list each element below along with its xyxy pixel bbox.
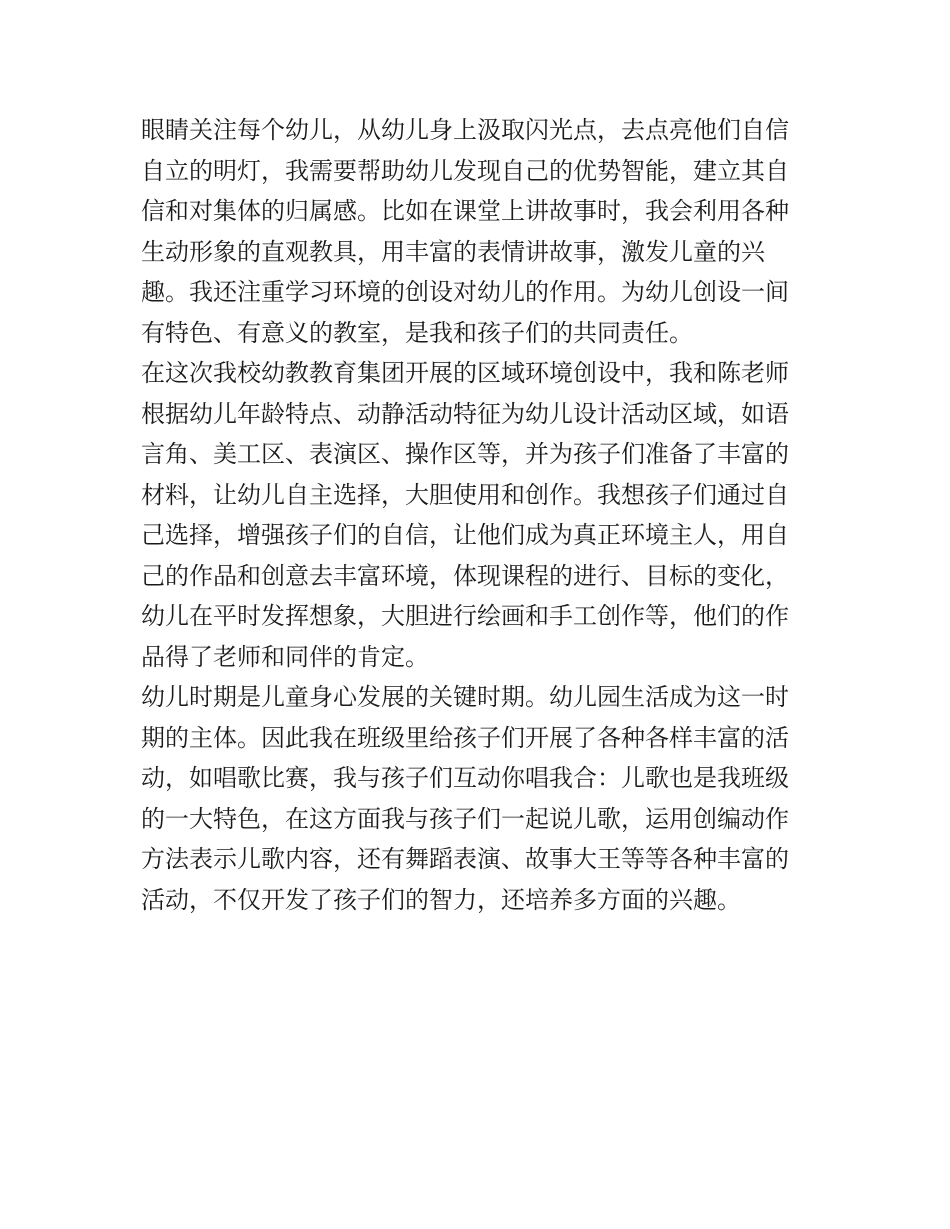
text-line: 生动形象的直观教具，用丰富的表情讲故事，激发儿童的兴 xyxy=(141,237,765,266)
text-line: 期的主体。因此我在班级里给孩子们开展了各种各样丰富的活 xyxy=(141,723,789,752)
text-line: 己的作品和创意去丰富环境，体现课程的进行、目标的变化， xyxy=(141,561,789,590)
text-line: 己选择，增强孩子们的自信，让他们成为真正环境主人，用自 xyxy=(141,521,789,549)
text-line: 的一大特色，在这方面我与孩子们一起说儿歌，运用创编动作 xyxy=(141,804,789,833)
text-line: 材料，让幼儿自主选择，大胆使用和创作。我想孩子们通过自 xyxy=(141,480,789,509)
text-line: 趣。我还注重学习环境的创设对幼儿的作用。为幼儿创设一间 xyxy=(141,278,789,306)
text-line: 幼儿时期是儿童身心发展的关键时期。幼儿园生活成为这一时 xyxy=(141,683,789,711)
text-line: 在这次我校幼教教育集团开展的区域环境创设中，我和陈老师 xyxy=(141,359,789,387)
text-line: 有特色、有意义的教室，是我和孩子们的共同责任。 xyxy=(141,318,693,347)
text-line: 自立的明灯，我需要帮助幼儿发现自己的优势智能，建立其自 xyxy=(141,156,789,185)
text-line: 眼睛关注每个幼儿，从幼儿身上汲取闪光点，去点亮他们自信 xyxy=(141,116,789,144)
text-line: 方法表示儿歌内容，还有舞蹈表演、故事大王等等各种丰富的 xyxy=(141,845,789,873)
text-line: 信和对集体的归属感。比如在课堂上讲故事时，我会利用各种 xyxy=(141,197,789,225)
text-line: 根据幼儿年龄特点、动静活动特征为幼儿设计活动区域，如语 xyxy=(141,399,789,428)
body-text xyxy=(141,110,821,920)
text-line: 活动，不仅开发了孩子们的智力，还培养多方面的兴趣。 xyxy=(141,885,741,914)
text-line: 幼儿在平时发挥想象，大胆进行绘画和手工创作等，他们的作 xyxy=(141,602,789,630)
text-line: 动，如唱歌比赛，我与孩子们互动你唱我合：儿歌也是我班级 xyxy=(141,764,789,792)
text-line: 品得了老师和同伴的肯定。 xyxy=(141,642,429,671)
text-line: 言角、美工区、表演区、操作区等，并为孩子们准备了丰富的 xyxy=(141,440,789,468)
